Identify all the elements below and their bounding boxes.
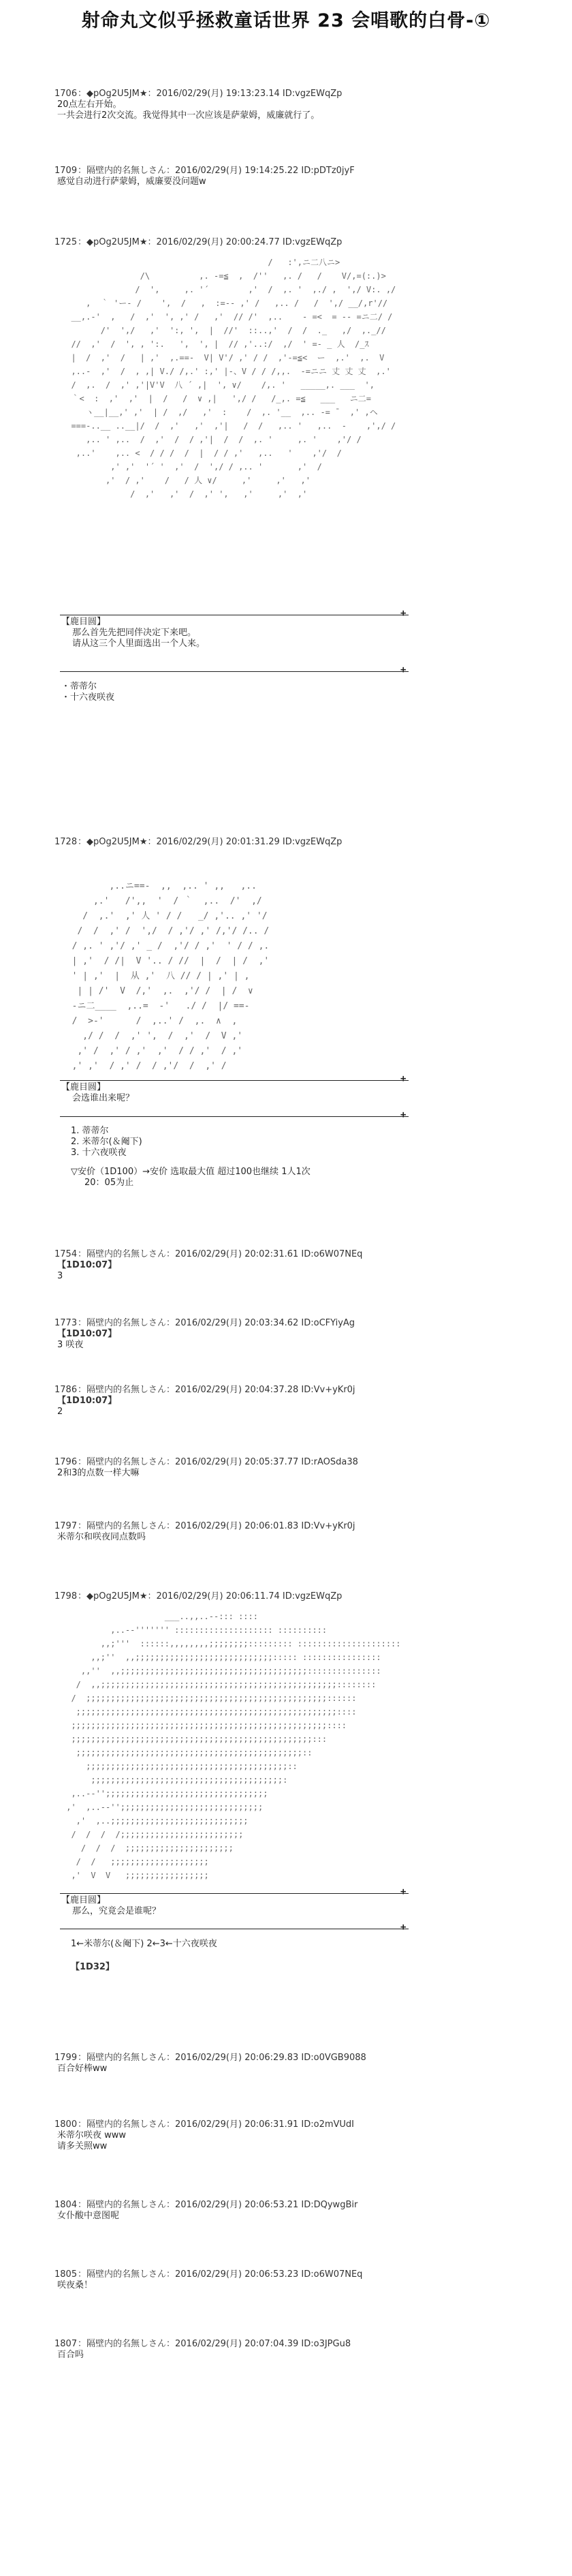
post-1799 — [54, 2053, 531, 2074]
post-number: 1798 — [54, 1591, 78, 1601]
post-meta: ：◆pOg2U5JM★：2016/02/29(月) 20:01:31.29 ID:vgzEWqZp — [78, 837, 343, 847]
post-number: 1725 — [54, 237, 78, 247]
post-1807 — [54, 2339, 531, 2361]
post-header — [54, 166, 531, 177]
post-line: 2 — [57, 1407, 63, 1417]
divider — [60, 1116, 409, 1117]
post-header — [54, 837, 531, 848]
post-line: 请多关照ww — [57, 2141, 108, 2151]
post-line: 2和3的点数一样大嘛 — [57, 1468, 140, 1478]
post-line: 米蒂尔咲夜 www — [57, 2130, 127, 2141]
post-1728 — [54, 837, 531, 848]
post-meta: ：◆pOg2U5JM★：2016/02/29(月) 20:00:24.77 ID:vgzEWqZp — [78, 237, 343, 247]
dice-tag: 【1D10:07】 — [57, 1396, 117, 1406]
divider-plus: + — [400, 1922, 407, 1933]
option-item: 1. 蒂蒂尔 — [71, 1126, 109, 1136]
post-header — [54, 1457, 531, 1468]
dice-tag: 【1D10:07】 — [57, 1260, 117, 1270]
post-header — [54, 1318, 531, 1329]
post-number: 1773 — [54, 1318, 78, 1328]
divider-plus: + — [400, 664, 407, 675]
post-1798 — [54, 1591, 531, 1602]
post-header — [54, 237, 531, 248]
post-1725 — [54, 237, 531, 248]
post-number: 1800 — [54, 2119, 78, 2130]
post-number: 1728 — [54, 837, 78, 847]
post-meta: ：隔壁内的名無しさん：2016/02/29(月) 20:06:01.83 ID:Vv+yKr0j — [78, 1521, 355, 1531]
post-meta: ：隔壁内的名無しさん：2016/02/29(月) 20:02:31.61 ID:o6W07NEq — [78, 1249, 363, 1259]
post-meta: ：隔壁内的名無しさん：2016/02/29(月) 20:06:53.21 ID:DQywgBir — [78, 2200, 358, 2210]
option-list-2 — [61, 1126, 311, 1189]
post-body — [57, 1468, 531, 1479]
post-header — [54, 1521, 531, 1532]
post-meta: ：隔壁内的名無しさん：2016/02/29(月) 20:06:53.23 ID:o6W07NEq — [78, 2269, 363, 2280]
post-1754 — [54, 1249, 531, 1282]
post-line: 20点左右开始。 — [57, 99, 122, 110]
post-body — [57, 1532, 531, 1543]
page-title: 射命丸文似乎拯救童话世界 23 会唱歌的白骨-① — [81, 10, 491, 31]
speaker-name: 【鹿目圆】 — [61, 1082, 106, 1092]
post-line: 咲夜桑！ — [57, 2280, 93, 2290]
post-meta: ：隔壁内的名無しさん：2016/02/29(月) 20:07:04.39 ID:o3JPGu8 — [78, 2339, 351, 2349]
post-body — [57, 99, 531, 121]
dialogue-line: 会选谁出来呢？ — [72, 1093, 135, 1103]
result-block — [61, 1939, 217, 1973]
result-line: 1←米蒂尔(＆阉下) 2←3←十六夜咲夜 — [71, 1939, 217, 1949]
post-meta: ：隔壁内的名無しさん：2016/02/29(月) 20:06:31.91 ID:o2mVUdI — [78, 2119, 355, 2130]
speaker-name: 【鹿目圆】 — [61, 1895, 106, 1905]
post-line: 3 — [57, 1271, 63, 1281]
post-line: 一共会进行2次交流。我觉得其中一次应该是萨蒙姆，威廉就行了。 — [57, 110, 320, 121]
dice-tag: 【1D32】 — [71, 1962, 114, 1972]
post-body — [57, 2130, 531, 2152]
post-body — [57, 2350, 531, 2361]
post-number: 1754 — [54, 1249, 78, 1259]
post-1709 — [54, 166, 531, 187]
post-line: 百合好棒ww — [57, 2064, 108, 2074]
post-number: 1805 — [54, 2269, 78, 2280]
post-1797 — [54, 1521, 531, 1543]
dialogue-line: 请从这三个人里面选出一个人来。 — [72, 639, 206, 649]
option-list-1 — [61, 681, 114, 703]
post-body — [57, 2064, 531, 2074]
post-meta: ：◆pOg2U5JM★：2016/02/29(月) 19:13:23.14 ID:vgzEWqZp — [78, 89, 343, 99]
option-item: ・蒂蒂尔 — [61, 681, 97, 692]
post-line: 米蒂尔和咲夜同点数吗 — [57, 1532, 146, 1542]
post-header — [54, 1591, 531, 1602]
ascii-art-scene-1: / :',ニ二八ニ> /\ ,. -=≦ , /'' ,. / / V/,=(:.)> / ', ,. '´ ,' / ,. ' ,./ , ',/ V:. ,/ , ｀ 'ー- / ', / , :=-- ,' / ,.. / / ',/ __/,r'// __,.-' , / ,' ', ,' / ,' // /' ,.. - =< = -- =ニ二/ / /' ',/ ,' ':, ', | //' ::..,' / / ._ ,/ ,._// // ,' / ', , ':. ', ', | // ,'..:/ ,/ ' =- _ 人 /_ｽ | / ,' / | ,' ,.==- V| V'/ ,' / / ,'-=≦< ー ,.' ,. V ,..- ,' / , ,| V./ /,.' :,' |-、V / / /,,. -=ニニ 丈 丈 丈 ,.' / ,. / ,' ,'|V'V 八 ´ ,| ', ∨/ /,. ' _____,. ___ ', ｀< : ,' ,' | / / ∨ ,| ',/ / /_,. =≦ ___ ニ二= ヽ__|__,' ,' | / ,/ ,' : / ,. '__ ,.. -= ̄ ,' ,ヘ ===-..__ ..__|/ / ,' ,' ,'| / / ,.. ' ,.. - ,',/ / ,.. ' ,.. / ,' / / ,'| / / ,. ' ,. ' ,'/ / ,..' ,.. < / / / / | / / ,' ,.. ' ,'/ / ,' ,' '´ ' ,' / ',/ / ,.. ' ,' / ,' / ,' / / 人 ∨/ ,' ,' ,' / ,' ,' / ,' ', ,' ,' ,' — [71, 258, 396, 499]
option-item: 3. 十六夜咲夜 — [71, 1148, 127, 1158]
post-number: 1799 — [54, 2053, 78, 2063]
vote-deadline: 20：05为止 — [84, 1178, 134, 1188]
post-line: 3 咲夜 — [57, 1340, 84, 1350]
post-header — [54, 2269, 531, 2280]
post-header — [54, 2200, 531, 2211]
post-line: 女仆酸中意图呢 — [57, 2211, 120, 2221]
post-number: 1807 — [54, 2339, 78, 2349]
post-number: 1709 — [54, 166, 78, 176]
post-body — [57, 177, 531, 187]
post-meta: ：◆pOg2U5JM★：2016/02/29(月) 20:06:11.74 ID:vgzEWqZp — [78, 1591, 343, 1601]
post-meta: ：隔壁内的名無しさん：2016/02/29(月) 20:05:37.77 ID:rAOSda38 — [78, 1457, 358, 1467]
post-meta: ：隔壁内的名無しさん：2016/02/29(月) 20:06:29.83 ID:o0VGB9088 — [78, 2053, 366, 2063]
post-1773 — [54, 1318, 531, 1351]
post-header — [54, 2053, 531, 2064]
post-header — [54, 2339, 531, 2350]
post-header — [54, 89, 531, 99]
post-1805 — [54, 2269, 531, 2291]
post-header — [54, 2119, 531, 2130]
post-meta: ：隔壁内的名無しさん：2016/02/29(月) 19:14:25.22 ID:pDTz0jyF — [78, 166, 355, 176]
dialogue-block-3 — [61, 1895, 161, 1917]
dialogue-line: 那么，究竟会是谁呢？ — [72, 1906, 161, 1916]
post-number: 1706 — [54, 89, 78, 99]
post-1786 — [54, 1385, 531, 1417]
post-body — [57, 2211, 531, 2222]
divider — [60, 1893, 409, 1894]
post-number: 1797 — [54, 1521, 78, 1531]
dice-tag: 【1D10:07】 — [57, 1329, 117, 1339]
post-body — [57, 1396, 531, 1417]
post-number: 1796 — [54, 1457, 78, 1467]
post-meta: ：隔壁内的名無しさん：2016/02/29(月) 20:04:37.28 ID:Vv+yKr0j — [78, 1385, 355, 1395]
divider-plus: + — [400, 1073, 407, 1084]
post-header — [54, 1249, 531, 1260]
ascii-art-scene-2: ,..ニ==- ,, ,.. ' ,, ,.. ,.' /',, ' / ｀ ,.. /' ,/ / ,.' ,' 人 ' / / _/ ,'.. ,' '/ / / ,' / ',/ / ,'/ ,' /,'/ /.. / / ,. ' ,'/ ,' _ / ,'/ / ,' ' / / ,. | ,' / /| V '.. / // | / | / ,' ' | ,' | 从 ,' 八 // / | ,' | , | | /' V /,' ,. ,'/ / | / ∨ -ニ二____ ,..= -' ./ / |/ ==- / >-' / ,..' / ,. ∧ , ,/ / / ,' ', / ,' / V ,' ,' / ,' / ,' ,' / / ,' / ,' ,' ,' / ,' / / ,'/ / ,' / — [72, 881, 270, 1071]
post-body — [57, 2280, 531, 2291]
post-body — [57, 1329, 531, 1351]
post-1800 — [54, 2119, 531, 2152]
post-number: 1804 — [54, 2200, 78, 2210]
option-item: ・十六夜咲夜 — [61, 692, 115, 703]
post-line: 百合吗 — [57, 2350, 84, 2360]
divider-plus: + — [400, 1109, 407, 1120]
post-body — [57, 1260, 531, 1282]
post-meta: ：隔壁内的名無しさん：2016/02/29(月) 20:03:34.62 ID:oCFYiyAg — [78, 1318, 355, 1328]
speaker-name: 【鹿目圆】 — [61, 617, 106, 627]
dialogue-block-1 — [61, 617, 205, 649]
option-item: 2. 米蒂尔(＆阉下) — [71, 1137, 142, 1147]
dialogue-block-2 — [61, 1082, 134, 1104]
post-1706 — [54, 89, 531, 121]
post-1796 — [54, 1457, 531, 1479]
divider-plus: + — [400, 608, 407, 619]
vote-instruction: ▽安价（1D100）→安价 选取最大值 超过100也继续 1人1次 — [71, 1167, 311, 1177]
divider — [60, 671, 409, 672]
post-1804 — [54, 2200, 531, 2222]
ascii-art-scene-3: ___..,,..--::: :::: ,..--''''''' :::::::::::::::::::: :::::::::: ,,;''' ::::::,,,,,,,,;;;;;;;;::::::::: ::::::::::::::::::::: ,,;'' ,,;;;;;;;;;;;;;;;;;;;;;;;;;;;;::::: :::::::::::::::: ,,'' ,,;;;;;;;;;;;;;;;;;;;;;;;;;;;;;;;;;;;;;;::::::::::::::: / ,,;;;;;;;;;;;;;;;;;;;;;;;;;;;;;;;;;;;;;;;;;;;;;;;;:::::::: / ;;;;;;;;;;;;;;;;;;;;;;;;;;;;;;;;;;;;;;;;;;;;;;;;;:::::: ;;;;;;;;;;;;;;;;;;;;;;;;;;;;;;;;;;;;;;;;;;;;;;;;;;;;;:::: ;;;;;;;;;;;;;;;;;;;;;;;;;;;;;;;;;;;;;;;;;;;;;;;;;;;;:::: ;;;;;;;;;;;;;;;;;;;;;;;;;;;;;;;;;;;;;;;;;;;;;;;;;::: ;;;;;;;;;;;;;;;;;;;;;;;;;;;;;;;;;;;;;;;;;;;;;;:: ;;;;;;;;;;;;;;;;;;;;;;;;;;;;;;;;;;;;;;;;;:: ;;;;;;;;;;;;;;;;;;;;;;;;;;;;;;;;;;;;;;;: ,..--'';;;;;;;;;;;;;;;;;;;;;;;;;;;;;;;;; ,' ,..--'';;;;;;;;;;;;;;;;;;;;;;;;;;;;; ,' ,..;;;;;;;;;;;;;;;;;;;;;;;;;;;; / / / /;;;;;;;;;;;;;;;;;;;;;;;;; / / / ;;;;;;;;;;;;;;;;;;;;;; / / ;;;;;;;;;;;;;;;;;;;; ,' V V ;;;;;;;;;;;;;;;;; — [66, 1612, 401, 1880]
post-number: 1786 — [54, 1385, 78, 1395]
dialogue-line: 那么首先先把同伴决定下来吧。 — [72, 628, 197, 638]
post-header — [54, 1385, 531, 1396]
divider-plus: + — [400, 1886, 407, 1897]
divider — [60, 1080, 409, 1081]
post-line: 感觉自动进行萨蒙姆，威廉要没问题w — [57, 177, 206, 187]
